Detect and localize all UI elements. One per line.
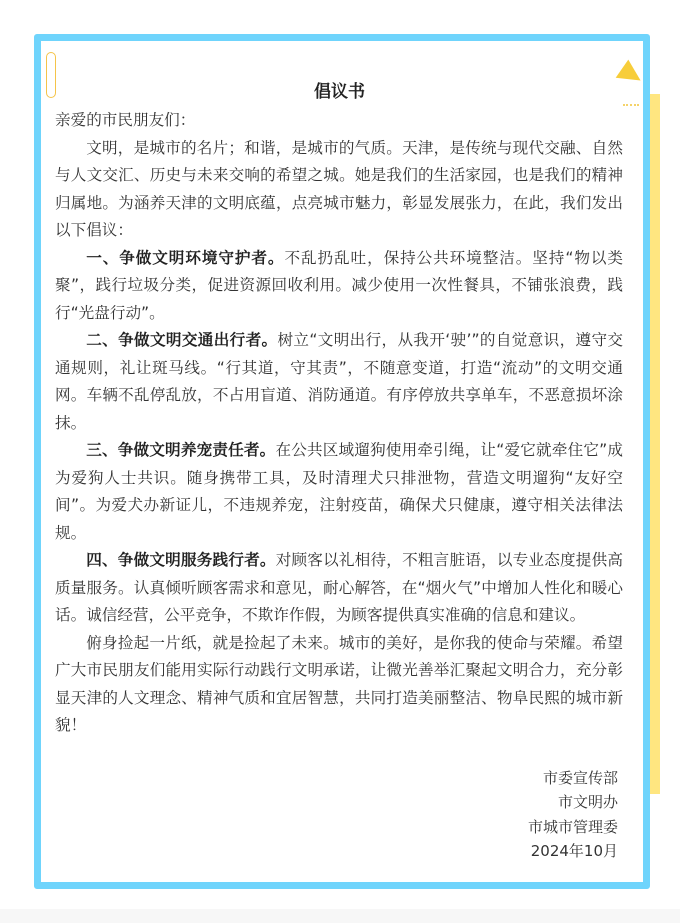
bottom-strip (0, 909, 680, 923)
paragraph-lead: 一、争做文明环境守护者。 (86, 248, 285, 267)
document-body (55, 107, 623, 740)
signature-propaganda-dept: 市委宣传部 (542, 768, 618, 787)
paragraph-lead: 二、争做文明交通出行者。 (86, 331, 278, 349)
paragraph-text: 在公共区域遛狗使用牵引绳，让“爱它就牵住它”成为爱狗人士共识。随身携带工具，及时清理犬只排泄物，营造文明遛狗“友好空间”。为爱犬办新证儿，不违规养宠，注射疫苗，确保犬只健康，遵守相关法律法规。 (55, 441, 623, 542)
signature-block (55, 766, 624, 864)
paragraph-traffic (55, 327, 623, 437)
paperclip-icon (46, 52, 56, 98)
letter-frame (34, 34, 650, 889)
document-title: 倡议书 (314, 82, 365, 102)
dotted-trail (623, 104, 639, 106)
signature-civilization-office: 市文明办 (557, 793, 618, 811)
paragraph-lead: 三、争做文明养宠责任者。 (86, 441, 276, 459)
paragraph-text: 俯身捡起一片纸，就是捡起了未来。城市的美好，是你我的使命与荣耀。希望广大市民朋友们能用实际行动践行文明承诺，让微光善举汇聚起文明合力，充分彰显天津的人文理念、精神气质和宜居智慧，共同打造美丽整洁、物阜民熙的城市新貌！ (55, 633, 623, 734)
paragraph-text: 对顾客以礼相待，不粗言脏语，以专业态度提供高质量服务。认真倾听顾客需求和意见，耐心解答，在“烟火气”中增加人性化和暖心话。诚信经营，公平竞争，不欺诈作假，为顾客提供真实准确的信息和建议。 (55, 551, 623, 624)
paragraph-intro (55, 135, 623, 245)
paragraph-text: 树立“文明出行，从我开‘驶’”的自觉意识，遵守交通规则，礼让斑马线。“行其道，守其责”，不随意变道，打造“流动”的文明交通网。车辆不乱停乱放，不占用盲道、消防通道。有序停放共享单车，不恶意损坏涂抹。 (55, 331, 623, 432)
letter-content (41, 41, 643, 882)
paragraph-text: 不乱扔乱吐，保持公共环境整洁。坚持“物以类聚”，践行垃圾分类，促进资源回收利用。减少使用一次性餐具，不铺张浪费，践行“光盘行动”。 (55, 248, 623, 322)
signature-date: 2024年10月 (530, 842, 618, 860)
paragraph-pets (55, 437, 623, 547)
paragraph-text: 文明，是城市的名片；和谐，是城市的气质。天津，是传统与现代交融、自然与人文交汇、历史与未来交响的希望之城。她是我们的生活家园，也是我们的精神归属地。为涵养天津的文明底蕴，点亮城市魅力，彰显发展张力，在此，我们发出以下倡议： (55, 138, 623, 239)
paragraph-environment (55, 245, 623, 328)
paragraph-closing (55, 630, 623, 740)
paragraph-service (55, 547, 623, 630)
signature-city-management: 市城市管理委 (527, 817, 618, 836)
paragraph-lead: 四、争做文明服务践行者。 (86, 551, 276, 569)
greeting: 亲爱的市民朋友们： (55, 111, 196, 129)
